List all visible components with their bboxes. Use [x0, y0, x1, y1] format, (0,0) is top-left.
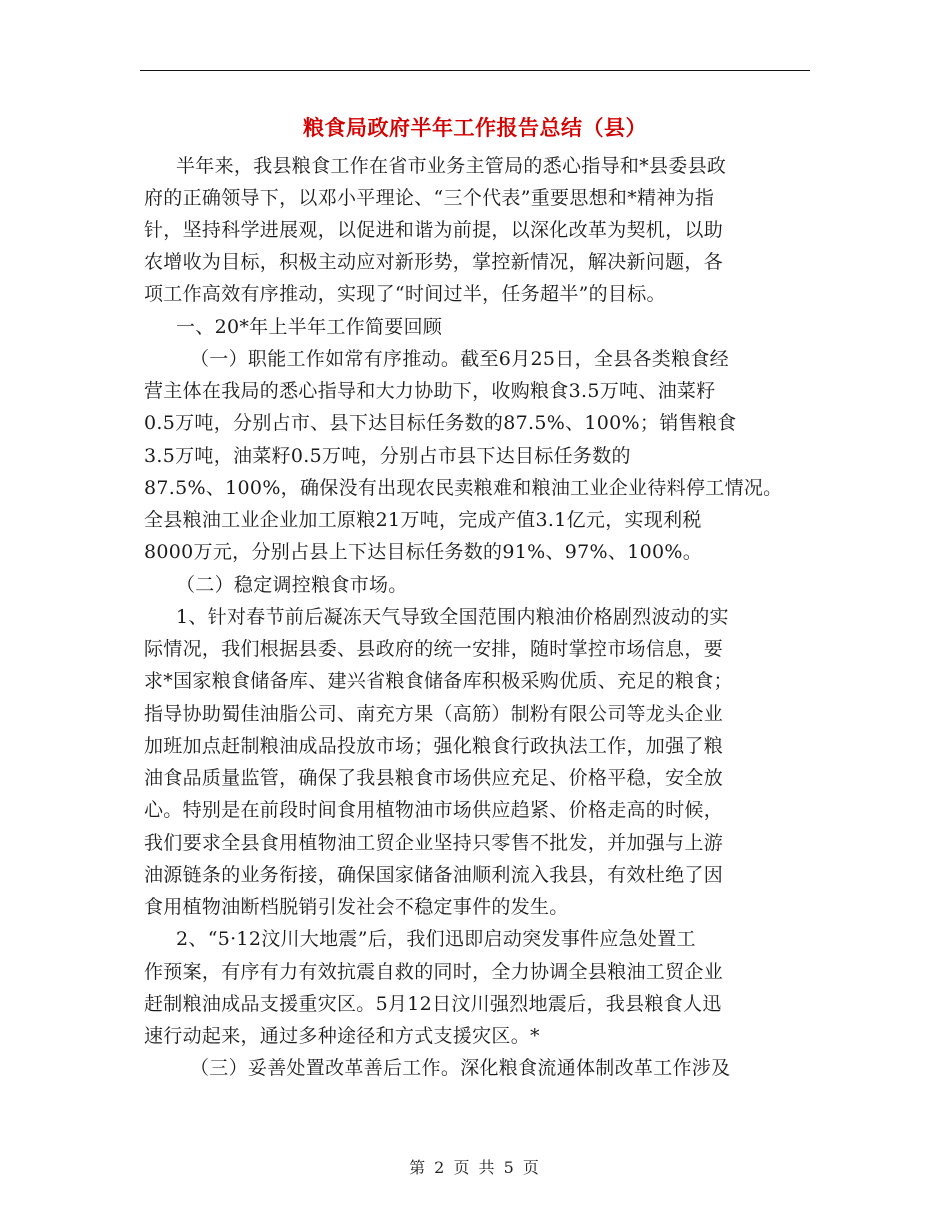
paragraph-line: 0.5万吨，分别占市、县下达目标任务数的87.5%、100%；销售粮食	[144, 412, 737, 434]
paragraph-line: 87.5%、100%，确保没有出现农民卖粮难和粮油工业企业待料停工情况。	[144, 477, 783, 499]
header-rule	[140, 70, 810, 71]
paragraph-line: 际情况，我们根据县委、县政府的统一安排，随时掌控市场信息，要	[144, 638, 724, 660]
paragraph-line: 油食品质量监管，确保了我县粮食市场供应充足、价格平稳，安全放	[144, 767, 724, 789]
paragraph-line: 营主体在我局的悉心指导和大力协助下，收购粮食3.5万吨、油菜籽	[144, 380, 716, 402]
page-footer: 第 2 页 共 5 页	[409, 1158, 541, 1177]
subsection-heading: （三）妥善处置改革善后工作。深化粮食流通体制改革工作涉及	[190, 1057, 731, 1079]
document-title: 粮食局政府半年工作报告总结（县）	[303, 115, 647, 140]
paragraph-line: 食用植物油断档脱销引发社会不稳定事件的发生。	[144, 896, 569, 918]
paragraph-line: 加班加点赶制粮油成品投放市场；强化粮食行政执法工作，加强了粮	[144, 735, 724, 757]
paragraph-line: 农增收为目标，积极主动应对新形势，掌控新情况，解决新问题，各	[144, 251, 724, 273]
paragraph-line: 全县粮油工业企业加工原粮21万吨，完成产值3.1亿元，实现利税	[144, 509, 702, 531]
paragraph-line: 针，坚持科学进展观，以促进和谐为前提，以深化改革为契机，以助	[144, 219, 724, 241]
paragraph-line: 8000万元，分别占县上下达目标任务数的91%、97%、100%。	[144, 541, 703, 563]
paragraph-line: 2、“5·12汶川大地震”后，我们迅即启动突发事件应急处置工	[176, 928, 696, 950]
paragraph-line: 赶制粮油成品支援重灾区。5月12日汶川强烈地震后，我县粮食人迅	[144, 993, 722, 1015]
paragraph-line: 1、针对春节前后凝冻天气导致全国范围内粮油价格剧烈波动的实	[176, 606, 729, 628]
paragraph-line: 作预案，有序有力有效抗震自救的同时，全力协调全县粮油工贸企业	[144, 961, 724, 983]
paragraph-line: 油源链条的业务衔接，确保国家储备油顺利流入我县，有效杜绝了因	[144, 864, 724, 886]
paragraph-line: 我们要求全县食用植物油工贸企业坚持只零售不批发，并加强与上游	[144, 832, 724, 854]
paragraph-line: 心。特别是在前段时间食用植物油市场供应趋紧、价格走高的时候，	[144, 799, 724, 821]
paragraph-line: 求*国家粮食储备库、建兴省粮食储备库积极采购优质、充足的粮食；	[144, 670, 733, 692]
paragraph-line: 3.5万吨，油菜籽0.5万吨，分别占市县下达目标任务数的	[144, 445, 631, 467]
paragraph-line: 项工作高效有序推动，实现了“时间过半，任务超半”的目标。	[144, 283, 666, 305]
paragraph-line: （一）职能工作如常有序推动。截至6月25日，全县各类粮食经	[190, 348, 729, 370]
paragraph-line: 速行动起来，通过多种途径和方式支援灾区。*	[144, 1025, 540, 1047]
paragraph-line: 半年来，我县粮食工作在省市业务主管局的悉心指导和*县委县政	[176, 155, 727, 177]
section-heading: 一、20*年上半年工作简要回顾	[176, 316, 443, 338]
paragraph-line: 指导协助蜀佳油脂公司、南充方果（高筋）制粉有限公司等龙头企业	[144, 703, 724, 725]
subsection-heading: （二）稳定调控粮食市场。	[176, 574, 408, 596]
paragraph-line: 府的正确领导下，以邓小平理论、“三个代表”重要思想和*精神为指	[144, 187, 715, 209]
